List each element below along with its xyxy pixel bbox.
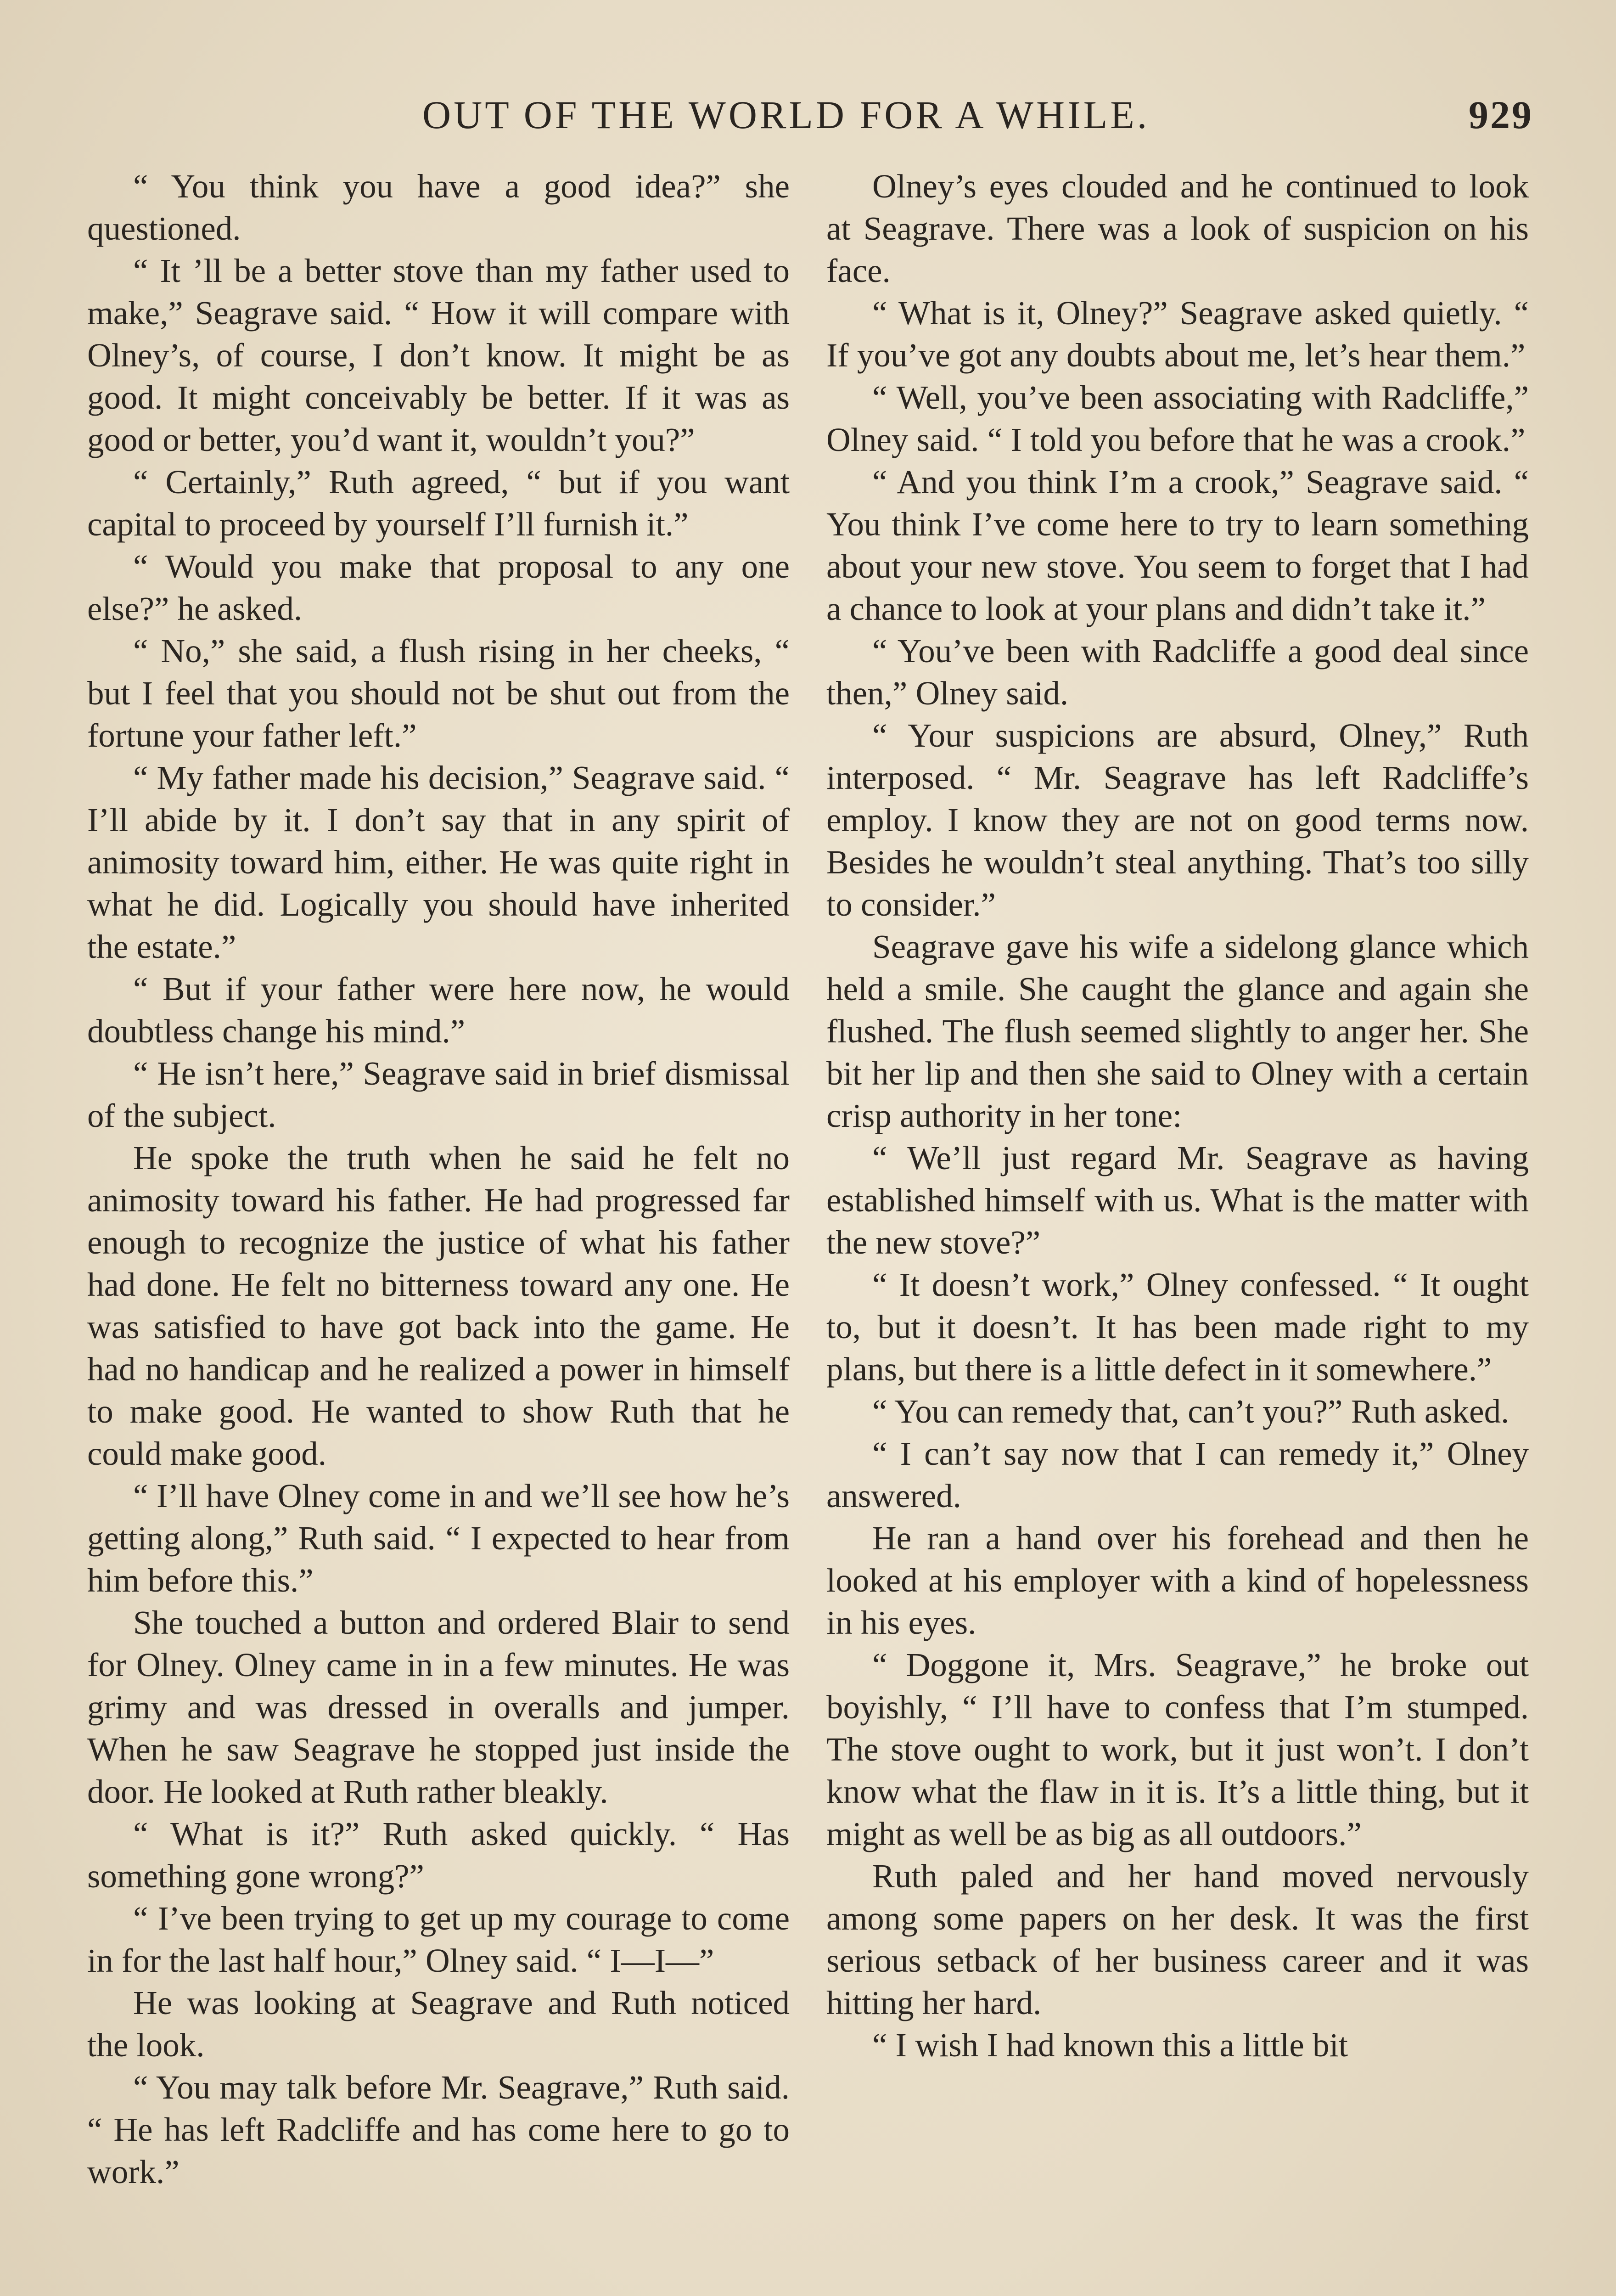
paragraph: “ I wish I had known this a little bit	[872, 2026, 1348, 2064]
left-column	[87, 165, 790, 2193]
paragraph: “ You may talk before Mr. Seagrave,” Ruth said. “ He has left Radcliffe and has come here to go to work.”	[87, 2069, 790, 2190]
paragraph: He spoke the truth when he said he felt no animosity toward his father. He had progressed far enough to recognize the justice of what his father had done. He felt no bitterness toward any one. He was satisfied to have got back into the game. He had no handicap and he realized a power in himself to make good. He wanted to show Ruth that he could make good.	[87, 1139, 790, 1472]
paragraph: “ You think you have a good idea?” she questioned.	[87, 168, 790, 247]
paragraph: “ Certainly,” Ruth agreed, “ but if you want capital to proceed by yourself I’ll furnish it.”	[87, 463, 790, 543]
paragraph: “ Doggone it, Mrs. Seagrave,” he broke out boyishly, “ I’ll have to confess that I’m stumped. The stove ought to work, but it just won’t. I don’t know what the flaw in it is. It’s a little thing, but it might as well be as big as all outdoors.”	[826, 1646, 1529, 1852]
paragraph: “ What is it, Olney?” Seagrave asked quietly. “ If you’ve got any doubts about me, let’s hear them.”	[826, 294, 1529, 374]
paragraph: “ What is it?” Ruth asked quickly. “ Has something gone wrong?”	[87, 1815, 790, 1895]
paragraph: Ruth paled and her hand moved nervously among some papers on her desk. It was the first serious setback of her business career and it was hitting her hard.	[826, 1857, 1529, 2021]
paragraph: She touched a button and ordered Blair to send for Olney. Olney came in in a few minutes. He was grimy and was dressed in overalls and jumper. When he saw Seagrave he stopped just inside the door. He looked at Ruth rather bleakly.	[87, 1604, 790, 1810]
paragraph: “ My father made his decision,” Seagrave said. “ I’ll abide by it. I don’t say that in any spirit of animosity toward him, either. He was quite right in what he did. Logically you should have inherited the estate.”	[87, 759, 790, 965]
paragraph: “ I can’t say now that I can remedy it,” Olney answered.	[826, 1435, 1529, 1514]
paragraph: “ No,” she said, a flush rising in her cheeks, “ but I feel that you should not be shut out from the fortune your father left.”	[87, 632, 790, 754]
paragraph: “ I’ll have Olney come in and we’ll see how he’s getting along,” Ruth said. “ I expected to hear from him before this.”	[87, 1477, 790, 1599]
paragraph: “ You can remedy that, can’t you?” Ruth asked.	[872, 1393, 1509, 1430]
paragraph: He ran a hand over his forehead and then he looked at his employer with a kind of hopelessness in his eyes.	[826, 1519, 1529, 1641]
right-column	[826, 165, 1529, 2066]
page-number: 929	[1469, 93, 1533, 137]
paragraph: “ And you think I’m a crook,” Seagrave said. “ You think I’ve come here to try to learn something about your new stove. You seem to forget that I had a chance to look at your plans and didn’t take it.”	[826, 463, 1529, 627]
paragraph: “ We’ll just regard Mr. Seagrave as having established himself with us. What is the matter with the new stove?”	[826, 1139, 1529, 1261]
paragraph: “ It doesn’t work,” Olney confessed. “ It ought to, but it doesn’t. It has been made right to my plans, but there is a little defect in it somewhere.”	[826, 1266, 1529, 1388]
paragraph: “ I’ve been trying to get up my courage to come in for the last half hour,” Olney said. “ I—I—”	[87, 1900, 790, 1979]
paragraph: “ You’ve been with Radcliffe a good deal since then,” Olney said.	[826, 632, 1529, 712]
paragraph: Olney’s eyes clouded and he continued to look at Seagrave. There was a look of suspicion on his face.	[826, 168, 1529, 289]
paragraph: “ Would you make that proposal to any one else?” he asked.	[87, 548, 790, 627]
page-header	[87, 92, 1533, 142]
paragraph: “ He isn’t here,” Seagrave said in brief dismissal of the subject.	[87, 1055, 790, 1134]
paragraph: Seagrave gave his wife a sidelong glance which held a smile. She caught the glance and again she flushed. The flush seemed slightly to anger her. She bit her lip and then she said to Olney with a certain crisp authority in her tone:	[826, 928, 1529, 1134]
paragraph: “ Well, you’ve been associating with Radcliffe,” Olney said. “ I told you before that he was a crook.”	[826, 379, 1529, 458]
paragraph: “ But if your father were here now, he would doubtless change his mind.”	[87, 970, 790, 1050]
paragraph: “ Your suspicions are absurd, Olney,” Ruth interposed. “ Mr. Seagrave has left Radcliffe’s employ. I know they are not on good terms now. Besides he wouldn’t steal anything. That’s too silly to consider.”	[826, 717, 1529, 923]
paragraph: “ It ’ll be a better stove than my father used to make,” Seagrave said. “ How it will compare with Olney’s, of course, I don’t know. It might be as good. It might conceivably be better. If it was as good or better, you’d want it, wouldn’t you?”	[87, 252, 790, 458]
paragraph: He was looking at Seagrave and Ruth noticed the look.	[87, 1984, 790, 2064]
running-head: OUT OF THE WORLD FOR A WHILE.	[422, 93, 1150, 137]
